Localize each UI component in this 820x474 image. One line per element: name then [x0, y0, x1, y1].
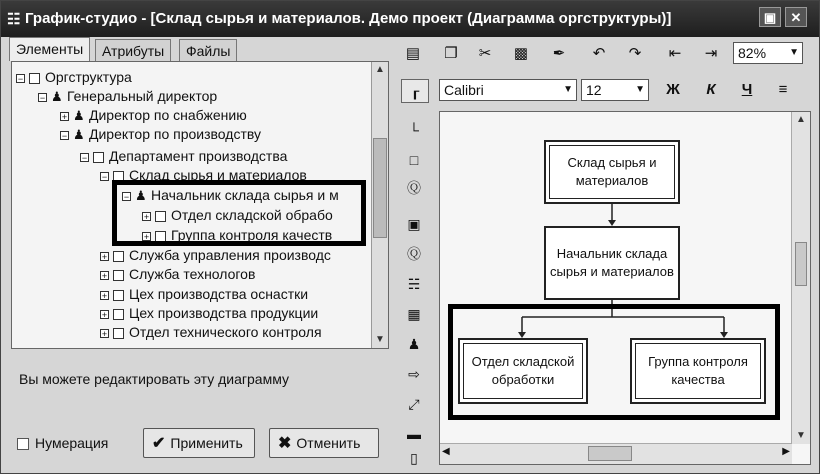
tree-node-label: Начальник склада сырья и м [151, 187, 339, 203]
canvas-horizontal-scrollbar[interactable] [440, 443, 792, 464]
scroll-down-icon[interactable]: ▼ [796, 430, 806, 441]
canvas-vertical-scrollbar[interactable] [791, 112, 810, 444]
unit-icon [113, 309, 124, 320]
expand-icon[interactable]: + [101, 251, 108, 262]
org-box-head[interactable]: Начальник склада сырья и материалов [544, 226, 680, 300]
collapse-icon[interactable]: − [81, 152, 88, 163]
staff-tool-icon[interactable]: ♟ [407, 336, 421, 352]
collapse-icon[interactable]: − [101, 171, 108, 182]
window-title: График-студио - [Склад сырья и материалов. Демо проект (Диаграмма оргструктуры)] [25, 10, 672, 27]
position-tool-icon[interactable]: Ⓠ [407, 180, 421, 196]
expand-icon[interactable]: + [101, 309, 108, 320]
scroll-thumb[interactable] [795, 242, 807, 286]
position-box-icon[interactable]: Ⓠ [407, 246, 421, 262]
undo-icon[interactable]: ↶ [592, 45, 606, 62]
unit-icon [113, 290, 124, 301]
tab-attributes[interactable]: Атрибуты [95, 39, 171, 61]
expand-icon[interactable]: + [143, 211, 150, 222]
org-tree-icon[interactable]: ☵ [407, 276, 421, 292]
tree-node[interactable] [16, 68, 132, 86]
tree-node[interactable] [80, 147, 287, 165]
font-family-select[interactable]: Calibri ▼ [439, 79, 577, 101]
grid-tool-icon[interactable]: ▦ [407, 306, 421, 322]
tree-node[interactable] [38, 87, 217, 105]
tree-node-label: Директор по снабжению [89, 107, 247, 123]
export-icon[interactable]: ⇥ [704, 45, 718, 62]
shape-toolbar [397, 39, 431, 469]
tree-node-label: Склад сырья и материалов [129, 167, 307, 183]
tree-node-label: Служба технологов [129, 266, 256, 282]
frame-tool-icon[interactable]: ▣ [407, 216, 421, 232]
tree-node-label: Генеральный директор [67, 88, 218, 104]
org-box-processing[interactable]: Отдел складской обработки [458, 338, 588, 404]
tree-node[interactable] [60, 125, 261, 143]
rectangle-tool-icon[interactable]: □ [409, 152, 419, 168]
redo-icon[interactable]: ↷ [628, 45, 642, 62]
tab-files[interactable]: Файлы [179, 39, 237, 61]
expand-icon[interactable]: + [61, 111, 68, 122]
arrow-tool-icon[interactable]: ⇨ [408, 366, 420, 382]
font-size-select[interactable]: 12 ▼ [581, 79, 649, 101]
cut-icon[interactable]: ✂ [478, 45, 492, 62]
numbering-label: Нумерация [35, 435, 109, 451]
save-icon[interactable]: ▤ [405, 45, 421, 62]
scroll-right-icon[interactable]: ▶ [782, 446, 790, 457]
cancel-button[interactable]: ✖ Отменить [269, 428, 379, 458]
scroll-up-icon[interactable]: ▲ [375, 64, 385, 75]
tree-node[interactable] [100, 265, 255, 283]
scroll-left-icon[interactable]: ◀ [442, 446, 450, 457]
scroll-thumb[interactable] [373, 138, 387, 238]
collapse-icon[interactable]: − [123, 191, 130, 202]
person-icon: ♟ [73, 127, 85, 143]
close-button[interactable] [785, 7, 807, 27]
chevron-down-icon: ▼ [563, 84, 573, 95]
tree-selection-highlight [112, 180, 366, 246]
org-box-quality[interactable]: Группа контроля качества [630, 338, 766, 404]
tree-node[interactable] [60, 106, 247, 124]
close-icon: ✕ [790, 10, 802, 25]
apply-button[interactable]: ✔ Применить [143, 428, 255, 458]
expand-icon[interactable]: + [101, 328, 108, 339]
scroll-up-icon[interactable]: ▲ [796, 114, 806, 125]
numbering-checkbox[interactable] [17, 435, 108, 451]
italic-button[interactable]: К [706, 81, 716, 98]
org-chart-icon: ☷ [7, 11, 21, 28]
title-bar [1, 1, 819, 37]
unit-icon [29, 73, 40, 84]
tree-node-label: Оргструктура [45, 69, 132, 85]
tree-scrollbar[interactable] [371, 62, 388, 348]
expand-tool-icon[interactable]: ⤢ [408, 396, 420, 412]
edit-hint: Вы можете редактировать эту диаграмму [19, 371, 289, 387]
restore-button[interactable] [759, 7, 781, 27]
tree-node[interactable] [100, 304, 318, 322]
tree-node-label: Цех производства оснастки [129, 286, 309, 302]
tree-node-label: Отдел технического контроля [129, 324, 322, 340]
paste-icon[interactable]: ▩ [513, 45, 529, 62]
hierarchy-tool-icon[interactable]: ┎ [401, 79, 429, 103]
person-icon: ♟ [73, 108, 85, 124]
tree-node[interactable] [100, 323, 322, 341]
checkmark-icon: ✔ [152, 435, 166, 452]
person-icon: ♟ [135, 188, 147, 204]
chevron-down-icon: ▼ [789, 47, 799, 58]
connector-tool-icon[interactable]: └ [409, 122, 419, 138]
person-icon: ♟ [51, 89, 63, 105]
unit-icon [113, 328, 124, 339]
unit-icon [113, 251, 124, 262]
expand-icon[interactable]: + [143, 231, 150, 242]
tree-node-label: Группа контроля качеств [171, 227, 333, 243]
scroll-thumb[interactable] [588, 446, 632, 461]
diagram-canvas[interactable] [439, 111, 811, 465]
tree-node-label: Отдел складской обрабо [171, 207, 333, 223]
tab-elements[interactable]: Элементы [9, 37, 90, 61]
document-tool-icon[interactable]: ▯ [410, 450, 418, 466]
label-tool-icon[interactable]: ▬ [407, 426, 421, 442]
underline-button[interactable]: Ч [741, 81, 753, 98]
checkbox-icon[interactable] [17, 438, 29, 450]
chevron-down-icon: ▼ [635, 84, 645, 95]
collapse-icon[interactable]: − [39, 92, 46, 103]
copy-icon[interactable]: ❐ [444, 45, 458, 62]
tree-node-label: Директор по производству [89, 126, 261, 142]
tree-node-label: Цех производства продукции [129, 305, 319, 321]
align-icon[interactable]: ≡ [778, 81, 788, 98]
expand-icon[interactable]: + [101, 290, 108, 301]
collapse-icon[interactable]: − [17, 73, 24, 84]
tree-node[interactable] [100, 246, 331, 264]
tree-node-label: Служба управления производс [129, 247, 331, 263]
tree-node[interactable] [100, 285, 308, 303]
import-icon[interactable]: ⇤ [668, 45, 682, 62]
bold-button[interactable]: Ж [666, 81, 680, 98]
scroll-down-icon[interactable]: ▼ [375, 334, 385, 345]
collapse-icon[interactable]: − [61, 130, 68, 141]
cross-icon: ✖ [278, 435, 292, 452]
unit-icon [93, 152, 104, 163]
unit-icon [113, 270, 124, 281]
tree-node-label: Департамент производства [109, 148, 288, 164]
format-painter-icon[interactable]: ✒ [552, 45, 566, 62]
restore-icon: ▣ [763, 10, 777, 25]
element-tree[interactable] [11, 61, 389, 349]
expand-icon[interactable]: + [101, 270, 108, 281]
zoom-select[interactable]: 82% ▼ [733, 42, 803, 64]
org-box-warehouse[interactable]: Склад сырья и материалов [544, 140, 680, 204]
